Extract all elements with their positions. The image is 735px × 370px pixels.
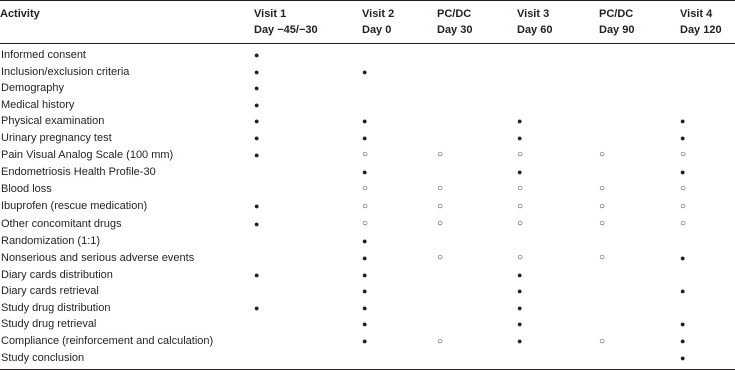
filled-dot-mark: ● xyxy=(254,116,260,126)
table-header xyxy=(0,1,735,44)
filled-dot-mark: ● xyxy=(254,201,260,211)
mark-cell-pcdc-day-30 xyxy=(437,113,517,130)
mark-cell-pcdc-day-30 xyxy=(437,215,517,233)
open-circle-mark: ○ xyxy=(599,252,606,263)
filled-dot-mark: ● xyxy=(254,50,260,60)
mark-cell-visit-1 xyxy=(254,300,362,317)
header-row-1 xyxy=(0,1,735,23)
mark-cell-visit-2 xyxy=(362,64,437,81)
mark-cell-visit-3 xyxy=(517,283,599,300)
mark-cell-pcdc-day-90 xyxy=(599,215,680,233)
open-circle-mark: ○ xyxy=(517,200,524,212)
filled-dot-mark: ● xyxy=(517,269,523,280)
filled-dot-mark: ● xyxy=(680,336,686,346)
mark-cell-visit-3 xyxy=(517,300,599,317)
header-visit-2: Visit 2 xyxy=(362,8,395,20)
mark-cell-pcdc-day-30 xyxy=(437,350,517,369)
header-activity: Activity xyxy=(0,8,40,20)
table-row xyxy=(0,333,735,351)
open-circle-mark: ○ xyxy=(599,183,606,194)
filled-dot-mark: ● xyxy=(680,132,686,143)
mark-cell-visit-1 xyxy=(254,164,362,181)
activity-cell: Inclusion/exclusion criteria xyxy=(1,65,130,78)
filled-dot-mark: ● xyxy=(362,269,368,280)
header-pcdc-1-day: Day 30 xyxy=(437,22,517,44)
open-circle-mark: ○ xyxy=(599,200,606,212)
mark-cell-pcdc-day-30 xyxy=(437,164,517,181)
mark-cell-visit-1 xyxy=(254,113,362,130)
mark-cell-visit-1 xyxy=(254,44,362,64)
table-row xyxy=(0,267,735,284)
activity-cell: Pain Visual Analog Scale (100 mm) xyxy=(1,148,174,161)
filled-dot-mark: ● xyxy=(362,132,368,143)
table-row xyxy=(0,350,735,369)
header-visit-4-day: Day 120 xyxy=(680,22,735,44)
mark-cell-visit-1 xyxy=(254,333,362,351)
mark-cell-visit-1 xyxy=(254,180,362,198)
filled-dot-mark: ● xyxy=(254,269,260,280)
activity-cell: Endometriosis Health Profile-30 xyxy=(1,165,156,178)
mark-cell-visit-1 xyxy=(254,146,362,164)
filled-dot-mark: ● xyxy=(254,302,260,313)
mark-cell-pcdc-day-30 xyxy=(437,249,517,267)
mark-cell-pcdc-day-90 xyxy=(599,198,680,216)
mark-cell-pcdc-day-30 xyxy=(437,64,517,81)
filled-dot-mark: ● xyxy=(362,286,368,296)
open-circle-mark: ○ xyxy=(680,218,687,229)
table-row xyxy=(0,180,735,198)
filled-dot-mark: ● xyxy=(362,302,368,313)
filled-dot-mark: ● xyxy=(254,66,260,77)
filled-dot-mark: ● xyxy=(517,286,523,296)
filled-dot-mark: ● xyxy=(362,235,368,246)
filled-dot-mark: ● xyxy=(517,302,523,313)
filled-dot-mark: ● xyxy=(517,116,523,126)
mark-cell-visit-2 xyxy=(362,267,437,284)
open-circle-mark: ○ xyxy=(680,149,687,160)
mark-cell-visit-3 xyxy=(517,180,599,198)
filled-dot-mark: ● xyxy=(362,116,368,126)
filled-dot-mark: ● xyxy=(680,286,686,296)
activity-cell: Diary cards retrieval xyxy=(1,285,99,297)
filled-dot-mark: ● xyxy=(517,132,523,143)
mark-cell-visit-2 xyxy=(362,113,437,130)
table-row xyxy=(0,316,735,333)
mark-cell-pcdc-day-90 xyxy=(599,44,680,64)
open-circle-mark: ○ xyxy=(437,200,444,212)
mark-cell-visit-3 xyxy=(517,164,599,181)
mark-cell-pcdc-day-90 xyxy=(599,249,680,267)
filled-dot-mark: ● xyxy=(680,252,686,263)
open-circle-mark: ○ xyxy=(517,218,524,229)
mark-cell-visit-1 xyxy=(254,267,362,284)
mark-cell-visit-3 xyxy=(517,64,599,81)
table-row xyxy=(0,198,735,216)
header-visit-1: Visit 1 xyxy=(254,8,287,20)
mark-cell-visit-4 xyxy=(680,130,735,147)
activity-cell: Blood loss xyxy=(1,182,52,195)
open-circle-mark: ○ xyxy=(362,218,369,229)
mark-cell-pcdc-day-90 xyxy=(599,97,680,114)
mark-cell-pcdc-day-30 xyxy=(437,283,517,300)
mark-cell-visit-1 xyxy=(254,215,362,233)
open-circle-mark: ○ xyxy=(517,252,524,263)
open-circle-mark: ○ xyxy=(680,200,687,212)
activity-cell: Urinary pregnancy test xyxy=(1,131,112,144)
open-circle-mark: ○ xyxy=(362,200,369,212)
open-circle-mark: ○ xyxy=(517,183,524,194)
open-circle-mark: ○ xyxy=(599,149,606,160)
mark-cell-pcdc-day-90 xyxy=(599,283,680,300)
mark-cell-visit-3 xyxy=(517,146,599,164)
open-circle-mark: ○ xyxy=(362,183,369,194)
filled-dot-mark: ● xyxy=(362,166,368,177)
mark-cell-pcdc-day-90 xyxy=(599,146,680,164)
filled-dot-mark: ● xyxy=(517,319,523,329)
mark-cell-visit-1 xyxy=(254,249,362,267)
filled-dot-mark: ● xyxy=(680,116,686,126)
mark-cell-pcdc-day-90 xyxy=(599,164,680,181)
mark-cell-visit-2 xyxy=(362,333,437,351)
activity-cell: Study drug distribution xyxy=(1,301,111,314)
activity-cell: Randomization (1:1) xyxy=(1,234,101,247)
mark-cell-pcdc-day-90 xyxy=(599,64,680,81)
header-row-2 xyxy=(0,22,735,44)
table-row xyxy=(0,44,735,64)
filled-dot-mark: ● xyxy=(254,99,260,110)
header-visit-4: Visit 4 xyxy=(680,8,713,20)
header-visit-3: Visit 3 xyxy=(517,8,550,20)
mark-cell-visit-3 xyxy=(517,316,599,333)
mark-cell-visit-2 xyxy=(362,350,437,369)
table-row xyxy=(0,233,735,250)
activity-cell: Nonserious and serious adverse events xyxy=(1,251,195,264)
header-pcdc-2: PC/DC xyxy=(599,8,634,20)
mark-cell-visit-4 xyxy=(680,350,735,369)
open-circle-mark: ○ xyxy=(437,183,444,194)
mark-cell-visit-4 xyxy=(680,283,735,300)
filled-dot-mark: ● xyxy=(254,149,260,160)
mark-cell-pcdc-day-30 xyxy=(437,233,517,250)
header-visit-3-day: Day 60 xyxy=(517,22,599,44)
mark-cell-visit-2 xyxy=(362,97,437,114)
mark-cell-visit-3 xyxy=(517,44,599,64)
mark-cell-pcdc-day-90 xyxy=(599,113,680,130)
mark-cell-pcdc-day-90 xyxy=(599,267,680,284)
table-row xyxy=(0,249,735,267)
filled-dot-mark: ● xyxy=(680,353,686,363)
mark-cell-visit-3 xyxy=(517,198,599,216)
mark-cell-visit-2 xyxy=(362,146,437,164)
mark-cell-visit-3 xyxy=(517,233,599,250)
table-row xyxy=(0,97,735,114)
open-circle-mark: ○ xyxy=(362,149,369,160)
mark-cell-visit-1 xyxy=(254,283,362,300)
mark-cell-visit-1 xyxy=(254,233,362,250)
mark-cell-pcdc-day-90 xyxy=(599,300,680,317)
header-activity-sub xyxy=(0,22,254,44)
mark-cell-pcdc-day-90 xyxy=(599,180,680,198)
filled-dot-mark: ● xyxy=(680,166,686,177)
open-circle-mark: ○ xyxy=(680,183,687,194)
mark-cell-pcdc-day-30 xyxy=(437,146,517,164)
header-pcdc-2-day: Day 90 xyxy=(599,22,680,44)
header-pcdc-1: PC/DC xyxy=(437,8,472,20)
activity-cell: Study drug retrieval xyxy=(1,318,97,330)
mark-cell-pcdc-day-30 xyxy=(437,300,517,317)
table-row xyxy=(0,164,735,181)
mark-cell-pcdc-day-30 xyxy=(437,180,517,198)
mark-cell-pcdc-day-90 xyxy=(599,316,680,333)
filled-dot-mark: ● xyxy=(517,166,523,177)
filled-dot-mark: ● xyxy=(362,252,368,263)
mark-cell-pcdc-day-30 xyxy=(437,333,517,351)
open-circle-mark: ○ xyxy=(437,335,444,347)
mark-cell-visit-3 xyxy=(517,267,599,284)
mark-cell-pcdc-day-30 xyxy=(437,80,517,97)
filled-dot-mark: ● xyxy=(680,319,686,329)
mark-cell-visit-4 xyxy=(680,267,735,284)
filled-dot-mark: ● xyxy=(254,83,260,93)
mark-cell-visit-4 xyxy=(680,44,735,64)
filled-dot-mark: ● xyxy=(517,336,523,346)
table-row xyxy=(0,113,735,130)
activity-cell: Ibuprofen (rescue medication) xyxy=(1,200,148,212)
mark-cell-visit-2 xyxy=(362,249,437,267)
mark-cell-visit-2 xyxy=(362,198,437,216)
table-row xyxy=(0,130,735,147)
activity-cell: Study conclusion xyxy=(0,350,254,369)
mark-cell-visit-3 xyxy=(517,249,599,267)
mark-cell-pcdc-day-30 xyxy=(437,44,517,64)
activity-cell: Physical examination xyxy=(1,115,105,127)
mark-cell-pcdc-day-90 xyxy=(599,333,680,351)
open-circle-mark: ○ xyxy=(599,335,606,347)
activity-cell: Informed consent xyxy=(1,49,86,61)
header-visit-1-day: Day −45/−30 xyxy=(254,22,362,44)
activity-cell: Medical history xyxy=(1,98,75,111)
table-body xyxy=(0,44,735,370)
mark-cell-visit-2 xyxy=(362,80,437,97)
filled-dot-mark: ● xyxy=(254,132,260,143)
mark-cell-visit-4 xyxy=(680,97,735,114)
mark-cell-visit-4 xyxy=(680,164,735,181)
table-row xyxy=(0,283,735,300)
table-row xyxy=(0,215,735,233)
table-row xyxy=(0,64,735,81)
mark-cell-visit-2 xyxy=(362,44,437,64)
table-row xyxy=(0,146,735,164)
mark-cell-visit-1 xyxy=(254,130,362,147)
activity-cell: Other concomitant drugs xyxy=(1,217,122,230)
table-row xyxy=(0,300,735,317)
mark-cell-visit-1 xyxy=(254,316,362,333)
filled-dot-mark: ● xyxy=(362,319,368,329)
mark-cell-pcdc-day-90 xyxy=(599,233,680,250)
mark-cell-visit-4 xyxy=(680,249,735,267)
table-row xyxy=(0,80,735,97)
mark-cell-visit-4 xyxy=(680,215,735,233)
mark-cell-pcdc-day-30 xyxy=(437,198,517,216)
mark-cell-visit-1 xyxy=(254,350,362,369)
mark-cell-visit-2 xyxy=(362,130,437,147)
mark-cell-pcdc-day-30 xyxy=(437,316,517,333)
mark-cell-visit-4 xyxy=(680,333,735,351)
open-circle-mark: ○ xyxy=(517,149,524,160)
filled-dot-mark: ● xyxy=(254,218,260,229)
open-circle-mark: ○ xyxy=(437,252,444,263)
filled-dot-mark: ● xyxy=(362,66,368,77)
mark-cell-visit-4 xyxy=(680,300,735,317)
mark-cell-visit-4 xyxy=(680,316,735,333)
mark-cell-pcdc-day-90 xyxy=(599,130,680,147)
mark-cell-visit-4 xyxy=(680,233,735,250)
mark-cell-visit-4 xyxy=(680,113,735,130)
filled-dot-mark: ● xyxy=(362,336,368,346)
activity-cell: Diary cards distribution xyxy=(1,268,113,281)
activity-cell: Compliance (reinforcement and calculation) xyxy=(1,335,214,347)
mark-cell-visit-2 xyxy=(362,215,437,233)
mark-cell-visit-2 xyxy=(362,164,437,181)
mark-cell-visit-2 xyxy=(362,283,437,300)
mark-cell-visit-2 xyxy=(362,316,437,333)
mark-cell-visit-4 xyxy=(680,80,735,97)
mark-cell-visit-3 xyxy=(517,80,599,97)
mark-cell-visit-4 xyxy=(680,180,735,198)
mark-cell-visit-1 xyxy=(254,80,362,97)
mark-cell-visit-3 xyxy=(517,350,599,369)
mark-cell-visit-3 xyxy=(517,215,599,233)
mark-cell-pcdc-day-90 xyxy=(599,80,680,97)
mark-cell-visit-1 xyxy=(254,198,362,216)
mark-cell-visit-4 xyxy=(680,146,735,164)
mark-cell-visit-2 xyxy=(362,300,437,317)
mark-cell-visit-3 xyxy=(517,113,599,130)
mark-cell-visit-3 xyxy=(517,333,599,351)
mark-cell-pcdc-day-90 xyxy=(599,350,680,369)
mark-cell-visit-2 xyxy=(362,180,437,198)
open-circle-mark: ○ xyxy=(437,149,444,160)
header-visit-2-day: Day 0 xyxy=(362,22,437,44)
mark-cell-pcdc-day-30 xyxy=(437,130,517,147)
mark-cell-visit-3 xyxy=(517,130,599,147)
mark-cell-visit-2 xyxy=(362,233,437,250)
mark-cell-visit-3 xyxy=(517,97,599,114)
open-circle-mark: ○ xyxy=(437,218,444,229)
mark-cell-pcdc-day-30 xyxy=(437,267,517,284)
mark-cell-visit-1 xyxy=(254,97,362,114)
mark-cell-visit-4 xyxy=(680,198,735,216)
mark-cell-visit-1 xyxy=(254,64,362,81)
open-circle-mark: ○ xyxy=(599,218,606,229)
activity-cell: Demography xyxy=(1,82,64,94)
mark-cell-pcdc-day-30 xyxy=(437,97,517,114)
mark-cell-visit-4 xyxy=(680,64,735,81)
